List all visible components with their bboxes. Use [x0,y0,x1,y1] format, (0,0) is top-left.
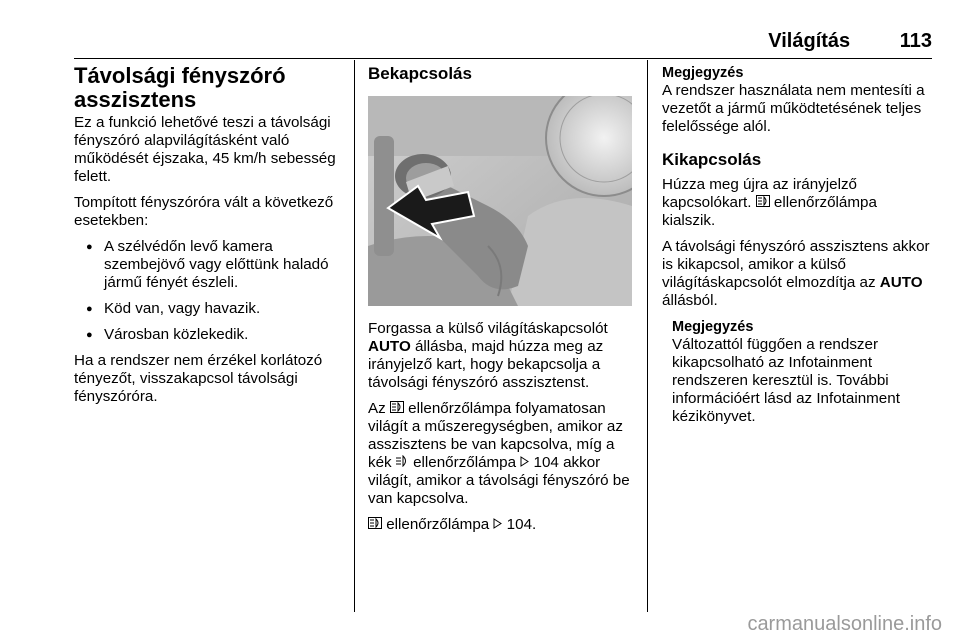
page-number: 113 [899,30,932,52]
stalk-illustration [368,96,632,306]
watermark: carmanualsonline.info [747,613,942,635]
deactivation-heading: Kikapcsolás [662,150,762,169]
deactivation-paragraph-2: A távolsági fényszóró asszisztens akkor is kikapcsol, amikor a külső világításkapcsolót elmozdítja az AUTO állásból. [662,238,930,309]
auto-keyword: AUTO [879,274,923,291]
column-divider-1 [354,60,355,612]
note-heading: Megjegyzés [672,319,754,335]
auto-high-beam-icon [756,194,770,212]
list-item: ● A szélvédőn levő kamera szembejövő vagy előttünk haladó jármű fényét észleli. [74,238,346,292]
auto-high-beam-icon [368,516,382,534]
section-heading: Távolsági fényszóró asszisztens [74,63,286,112]
list-item: ● Köd van, vagy havazik. [74,300,346,318]
activation-heading: Bekapcsolás [368,64,472,83]
closing-paragraph: Ha a rendszer nem érzékel korlátozó tényezőt, visszakapcsol távolsági fényszóróra. [74,352,323,405]
column-middle [368,64,634,542]
note-block [662,64,932,136]
condition-list [74,238,346,344]
page-reference[interactable]: 104. [506,516,537,533]
reference-arrow-icon [520,454,529,472]
page-reference[interactable]: 104 [533,454,559,471]
note-text: Változattól függően a rendszer kikapcsolható az Infotainment rendszeren keresztül is. További információért lásd az Infotainment kézikönyvet. [672,336,900,425]
auto-keyword: AUTO [368,338,411,355]
section-title: Világítás [768,30,851,52]
activation-paragraph-1: Forgassa a külső világításkapcsolót AUTO állásba, majd húzza meg az irányjelző kart, hogy bekapcsolja a távolsági fényszóró asszisztenst. [368,320,608,391]
high-beam-icon [396,454,409,472]
column-right [662,64,932,434]
auto-high-beam-icon [390,400,404,418]
reference-arrow-icon [493,516,502,534]
header-rule [74,58,932,59]
activation-paragraph-3: ellenőrzőlámpa 104. [368,516,634,534]
list-item: ● Városban közlekedik. [74,326,346,344]
note-heading: Megjegyzés [662,65,744,81]
column-left [74,64,346,414]
deactivation-paragraph-1: Húzza meg újra az irányjelző kapcsolókart. ellenőrzőlámpa kialszik. [662,176,877,229]
note-text: A rendszer használata nem mentesíti a vezetőt a jármű működtetésének teljes felelőssége alól. [662,82,925,135]
intro-paragraph: Ez a funkció lehetővé teszi a távolsági fényszóró alapvilágításként való működését éjszaka, 45 km/h sebesség felett. [74,114,336,185]
switch-intro-paragraph: Tompított fényszóróra vált a következő esetekben: [74,194,334,229]
note-block [662,318,932,426]
page-header [0,30,932,60]
activation-paragraph-2: Az ellenőrzőlámpa folyamatosan világít a műszeregységben, amikor az asszisztens be van kapcsolva, míg a kék ellenőrzőlámpa 104 akkor világít, amikor a távolsági fényszóró be van kapcsolva. [368,400,630,507]
column-divider-2 [647,60,648,612]
